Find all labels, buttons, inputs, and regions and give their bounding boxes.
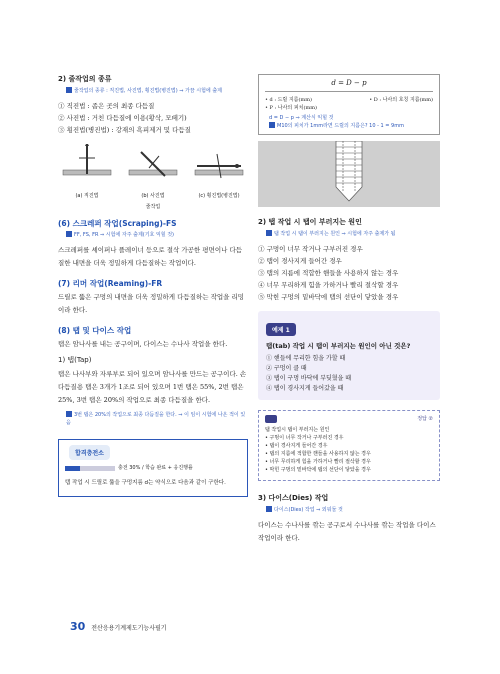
- paragraph: 드릴로 뚫은 구멍의 내면을 더욱 정밀하게 다듬질하는 작업을 리밍이라 한다.: [58, 293, 245, 314]
- right-column: [258, 74, 440, 549]
- section-heading: 3) 다이스(Dies) 작업: [258, 494, 329, 502]
- list-item: ④ 너무 무리하게 힘을 가하거나 빨리 절삭할 경우: [258, 281, 399, 289]
- list-item: ③ 탭의 지름에 적합한 핸들을 사용하지 않는 경우: [258, 269, 399, 277]
- section-heading: (6) 스크레퍼 작업(Scraping)-FS: [58, 219, 177, 228]
- progress-row: 충전 30% / 학습 완료 + 응진행률: [65, 464, 241, 473]
- answer-line: • 너무 무리하게 힘을 가하거나 빨리 절삭할 경우: [265, 459, 371, 465]
- paragraph: 다이스는 수나사를 깎는 공구로서 수나사를 깎는 작업을 다이스 작업이라 한다.: [258, 521, 436, 542]
- check-icon: [265, 415, 277, 423]
- paragraph: 스크레퍼를 셰이퍼나 플레이너 등으로 절삭 가공한 평면이나 다듬질한 내면을 더욱 정밀하게 다듬질하는 작업이다.: [58, 246, 242, 267]
- answer-line: • 막힌 구멍의 밑바닥에 탭의 선단이 닿았을 경우: [265, 467, 371, 473]
- example-option: ① 핸들에 무리한 힘을 가할 때: [266, 355, 346, 362]
- example-option: ② 구멍이 클 때: [266, 365, 307, 372]
- study-note: FF, FS, FR ⇒ 시험에 자주 출제(기호 익힐 것): [66, 231, 248, 239]
- study-note: 줄작업의 종류 : 직진법, 사진법, 횡진법(병진법) ⇒ 가끔 시험에 출제: [66, 87, 248, 95]
- study-note: d = D − p ⇒ 계산식 익힐 것: [269, 115, 334, 121]
- box-title: 합격충전소: [69, 445, 110, 460]
- note-icon: [66, 411, 72, 417]
- paragraph: 탭은 암나사를 내는 공구이며, 다이스는 수나사 작업을 한다.: [58, 340, 228, 348]
- note-icon: [266, 230, 272, 236]
- example-question: 탭(tab) 작업 시 탭이 부러지는 원인이 아닌 것은?: [266, 342, 411, 350]
- page-footer: [70, 620, 167, 633]
- charge-station-box: [58, 439, 248, 497]
- figure-straight-filing: (a) 직진법: [58, 144, 116, 199]
- note-icon: [66, 231, 72, 237]
- study-note: 탭 작업 시 탭이 부러지는 원인 ⇒ 시험에 자주 출제가 됨: [266, 230, 440, 238]
- list-item: ③ 횡진법(병진법) : 강재의 흑피제거 및 다듬질: [58, 126, 191, 134]
- section-heading: (8) 탭 및 다이스 작업: [58, 326, 132, 335]
- drill-figure: [258, 141, 440, 211]
- answer-box: [258, 410, 440, 481]
- section-heading: 2) 줄작업의 종류: [58, 75, 112, 83]
- list-item: ① 직진법 : 좁은 곳의 최종 다듬질: [58, 102, 155, 110]
- example-option: ④ 탭이 경사지게 들어갔을 때: [266, 385, 344, 392]
- left-column: [58, 74, 248, 497]
- example-label: 예제 1: [266, 323, 296, 336]
- legend-item: • d : 드릴 지름(mm): [265, 97, 312, 103]
- note-icon: [269, 122, 275, 128]
- note-icon: [266, 506, 272, 512]
- legend-item: • D : 나사의 호칭 지름(mm): [369, 97, 433, 103]
- formula: d = D − p: [265, 79, 433, 92]
- paragraph: 탭은 나사부와 자루부로 되어 있으며 암나사를 만드는 공구이다. 손 다듬질용 탭은 3개가 1조로 되어 있으며 1번 탭은 55%, 2번 탭은 25%, 3번 탭은 20%의 작업으로 최종 다듬질을 한다.: [58, 370, 247, 404]
- list-item: ⑤ 막힌 구멍의 밑바닥에 탭의 선단이 닿았을 경우: [258, 293, 399, 301]
- page-number: 30: [70, 620, 86, 633]
- figure-cross-filing: (c) 횡진법(병진법): [190, 144, 248, 199]
- note-icon: [66, 87, 72, 93]
- section-heading: (7) 리머 작업(Reaming)-FR: [58, 279, 163, 288]
- figure-title: 줄작업: [145, 204, 161, 210]
- section-heading: 2) 탭 작업 시 탭이 부러지는 원인: [258, 218, 362, 226]
- answer-line: 탭 작업시 탭이 부러지는 원인: [265, 427, 330, 433]
- book-title: 전산응용기계제도기능사필기: [91, 625, 167, 632]
- filing-figures: [58, 144, 248, 199]
- study-note: M10의 피치가 1mm라면 드릴의 지름은? 10 - 1 = 9mm: [269, 122, 433, 130]
- study-note: 3번 탭은 20%의 작업으로 최종 다듬질을 한다. ⇒ 이 임이 시험에 나온 적이 있음: [66, 412, 246, 426]
- subsection-heading: 1) 탭(Tap): [58, 356, 92, 364]
- list-item: ① 구멍이 너무 작거나 구부러진 경우: [258, 245, 363, 253]
- legend-item: • P : 나사의 피치(mm): [265, 105, 317, 111]
- answer-line: • 탭이 경사지게 들어간 경우: [265, 443, 328, 449]
- answer-line: • 구멍이 너무 작거나 구부러진 경우: [265, 435, 344, 441]
- example-option: ③ 탭이 구멍 바닥에 부딪혔을 때: [266, 375, 352, 382]
- answer-line: • 탭의 지름에 적합한 핸들을 사용하지 않는 경우: [265, 451, 371, 457]
- answer-label: 정답 ②: [417, 416, 433, 422]
- list-item: ② 탭이 경사지게 들어간 경우: [258, 257, 342, 265]
- formula-box: [258, 74, 440, 135]
- study-note: 다이스(Dies) 작업 ⇒ 외워둘 것: [266, 506, 440, 514]
- figure-oblique-filing: (b) 사진법: [124, 144, 182, 199]
- list-item: ② 사진법 : 거친 다듬질에 이용(황삭, 모떼기): [58, 114, 187, 122]
- box-body: 탭 작업 시 드릴로 뚫을 구멍지름 d는 약식으로 다음과 같이 구한다.: [65, 480, 226, 486]
- progress-bar: [65, 466, 115, 471]
- example-box: [258, 311, 440, 400]
